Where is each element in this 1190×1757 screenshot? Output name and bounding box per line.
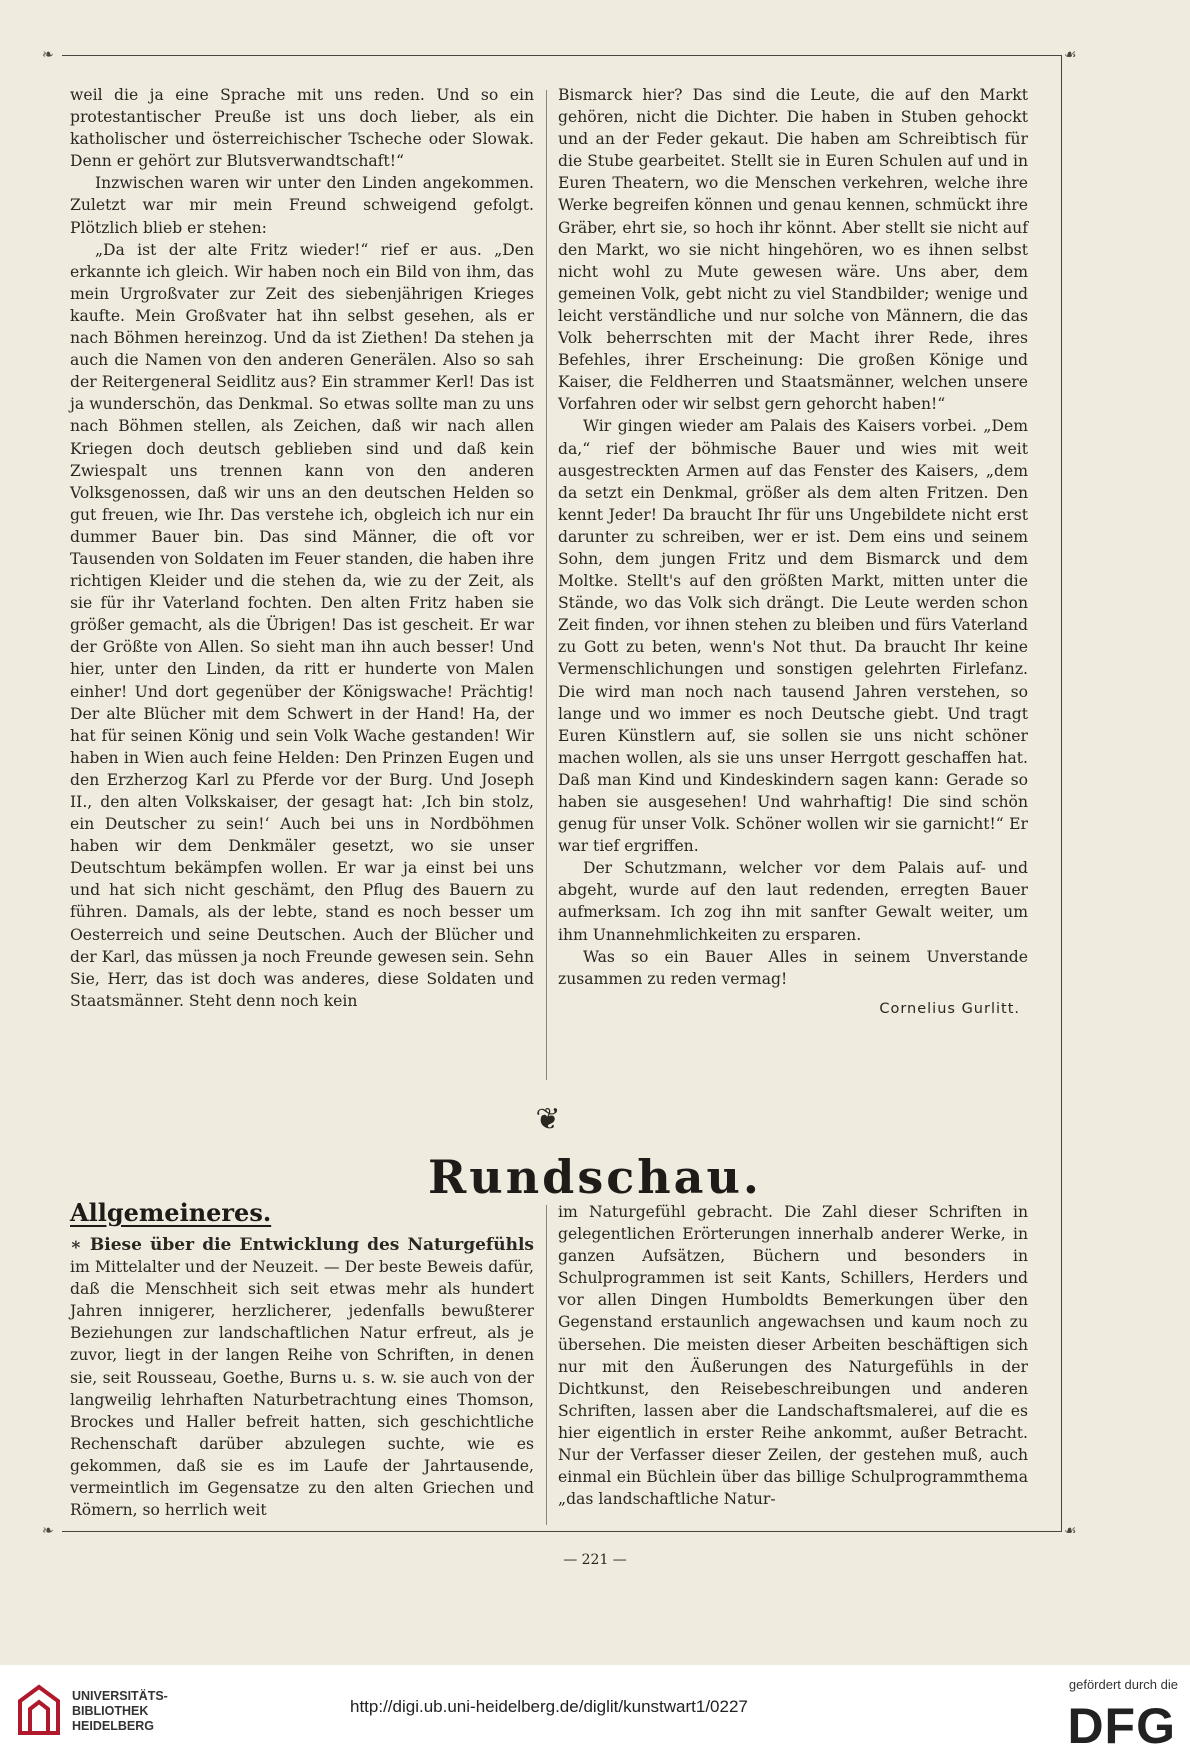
article-paragraph: weil die ja eine Sprache mit uns reden. Und so ein protestantischer Preuße ist uns doch lieber, als ein katholischer und österreichischer Tscheche oder Slowak. Denn er gehört zur Blutsverwandtschaft!“ xyxy=(70,86,534,171)
page-number: — 221 — xyxy=(563,1552,627,1568)
bottom-border-rule xyxy=(62,1531,1062,1532)
column-divider-bottom xyxy=(546,1205,547,1525)
dfg-logo: DFG xyxy=(1067,1698,1176,1754)
review-text: im Mittelalter und der Neuzeit. — Der beste Beweis dafür, daß die Menschheit sich seit etwas mehr als hundert Jahren innigerer, herzlicherer, jedenfalls bewußterer Beziehungen zur landschaftlichen Natur erfreut, als je zuvor, liegt in der langen Reihe von Schriften, in denen sie, seit Rousseau, Goethe, Burns u. s. w. sie auch von der langweilig lehrhaften Naturbetrachtung eines Thomson, Brockes und Haller befreit hatten, sich geschichtliche Rechenschaft darüber abzulegen suchte, wie es gekommen, daß sie es im Laufe der Jahrtausende, vermeintlich im Gegensatze zu den alten Griechen und Römern, so herrlich weit xyxy=(70,1258,534,1520)
article-paragraph: „Da ist der alte Fritz wieder!“ rief er aus. „Den erkannte ich gleich. Wir haben noch ein Bild von ihm, das mein Urgroßvater zur Zeit des siebenjährigen Krieges kaufte. Mein Großvater hat ihn selbst gesehen, als er nach Böhmen hereinzog. Und da ist Ziethen! Da stehen ja auch die Namen von den anderen Generälen. Also so sah der Reitergeneral Seidlitz aus? Ein strammer Kerl! Das ist ja wunderschön, das Denkmal. So etwas sollte man zu uns nach Böhmen stellen, als Zeichen, daß wir nach allen Kriegen doch deutsch geblieben sind und daß kein Zwiespalt uns trennen kann von den anderen Volksgenossen, daß wir uns an den deutschen Helden so gut freuen, wie Ihr. Das verstehe ich, obgleich ich nur ein dummer Bauer bin. Das sind Männer, die oft vor Tausenden von Soldaten im Feuer standen, die haben ihre richtigen Kleider und die stehen da, wie zu der Zeit, als sie für ihr Vaterland fochten. Den alten Fritz haben sie größer gemacht, als die Übrigen! Das ist gescheit. Er war der Größte von Allen. So sieht man ihn auch besser! Und hier, unter den Linden, da ritt er hunderte von Malen einher! Und dort gegenüber der Königswache! Prächtig! Der alte Blücher mit dem Schwert in der Hand! Ha, der hat für seinen König und sein Volk Wache gestanden! Wir haben in Wien auch feine Helden: Den Prinzen Eugen und den Erzherzog Karl zu Pferde vor der Burg. Und Joseph II., den alten Volkskaiser, der gesagt hat: ‚Ich bin stolz, ein Deutscher zu sein!‘ Auch bei uns in Nordböhmen haben wir dem Denkmäler gesetzt, wo sie unser Deutschtum bekämpfen wollen. Er war ja einst bei uns und hat sich nicht geschämt, den Pflug des Bauern zu führen. Damals, als der lebte, stand es noch besser um Oesterreich und seine Deutschen. Auch der Blücher und der Karl, das müssen ja noch Freunde gewesen sein. Sehn Sie, Herr, das ist doch was anderes, diese Soldaten und Staatsmänner. Steht denn noch kein xyxy=(70,240,534,1010)
review-text: im Naturgefühl gebracht. Die Zahl dieser Schriften in gelegentlichen Erörterungen innerhalb anderer Werke, in ganzen Aufsätzen, Büchern und besonders in Schulprogrammen ist seit Kants, Schillers, Herders und vor allen Dingen Humboldts Bemerkungen über den Gegenstand erstaunlich angewachsen und kaum noch zu übersehen. Die meisten dieser Arbeiten beschäftigen sich nur mit den Äußerungen des Naturgefühls in der Dichtkunst, den Reisebeschreibungen und anderen Schriften, lassen aber die Landschaftsmalerei, auf die es hier eigentlich in erster Reihe ankommt, außer Betracht. Nur der Verfasser dieser Zeilen, der gestehen muß, auch einmal ein Büchlein über das billige Schulprogrammthema „das landschaftliche Natur- xyxy=(558,1203,1028,1509)
article-column-right xyxy=(558,84,1028,1020)
rundschau-column-left xyxy=(70,1234,534,1521)
library-name: UNIVERSITÄTS- BIBLIOTHEK HEIDELBERG xyxy=(72,1689,168,1733)
article-paragraph: Der Schutzmann, welcher vor dem Palais auf- und abgeht, wurde auf den laut redenden, erregten Bauer aufmerksam. Ich zog ihn mit sanfter Gewalt weiter, um ihm Unannehmlichkeiten zu ersparen. xyxy=(558,859,1028,944)
article-paragraph: Bismarck hier? Das sind die Leute, die auf den Markt gehören, nicht die Dichter. Die haben in Stuben gehockt und an der Feder gekaut. Die haben am Schreibtisch für die Stube gearbeitet. Stellt sie in Euren Schulen auf und in Euren Theatern, wo die Menschen verkehren, welche ihre Werke begreifen können und genau kennen, schmückt ihre Gräber, ehrt sie, so hoch ihr könnt. Aber stellt sie nicht auf den Markt, wo sie nicht hingehören, wo es ihnen selbst nicht wohl zu Mute gewesen wäre. Uns aber, dem gemeinen Volk, gebt nicht zu viel Standbilder; wenige und leicht verständliche und nur solche von Männern, die das Volk beherrschten mit der Macht ihrer Rede, ihres Befehles, ihrer Erscheinung: Die großen Könige und Kaiser, die Feldherren und Staatsmänner, welchen unsere Vorfahren oder wir selbst gern gehorcht haben!“ xyxy=(558,86,1028,414)
top-left-ornament-icon: ❧ xyxy=(42,47,54,63)
funded-by-label: gefördert durch die xyxy=(1068,1677,1178,1692)
top-right-ornament-icon: ☙ xyxy=(1064,47,1077,63)
digitization-footer xyxy=(0,1665,1190,1757)
right-border-rule xyxy=(1061,56,1062,1531)
top-border-rule xyxy=(62,55,1062,56)
rundschau-column-right xyxy=(558,1201,1028,1510)
fleuron-ornament-icon: ❦ xyxy=(535,1102,561,1137)
heidelberg-library-logo-icon xyxy=(14,1683,64,1739)
review-lead-title: ∗ Biese über die Entwicklung des Naturgefühls xyxy=(70,1235,534,1255)
section-title: Rundschau. xyxy=(428,1150,762,1204)
digitization-url[interactable]: http://digi.ub.uni-heidelberg.de/diglit/kunstwart1/0227 xyxy=(350,1697,748,1716)
bottom-left-ornament-icon: ❧ xyxy=(42,1523,54,1539)
bottom-right-ornament-icon: ☙ xyxy=(1064,1523,1077,1539)
sub-heading: Allgemeineres. xyxy=(70,1198,272,1227)
article-paragraph: Was so ein Bauer Alles in seinem Unverstande zusammen zu reden vermag! xyxy=(558,947,1028,988)
article-paragraph: Inzwischen waren wir unter den Linden angekommen. Zuletzt war mir mein Freund schweigend gefolgt. Plötzlich blieb er stehen: xyxy=(70,174,534,237)
article-column-left xyxy=(70,84,534,1012)
column-divider-top xyxy=(546,90,547,1080)
article-paragraph: Wir gingen wieder am Palais des Kaisers vorbei. „Dem da,“ rief der böhmische Bauer und wies mit weit ausgestreckten Armen auf das Fenster des Kaisers, „dem da setzt ein Denkmal, größer als dem alten Fritzen. Den kennt Jeder! Da braucht Ihr für uns Ungebildete nicht erst darunter zu schreiben, wer er ist. Dem eins und seinem Sohn, dem jungen Fritz und dem Bismarck und dem Moltke. Stellt's auf den größten Markt, mitten unter die Stände, wo das Volk sich drängt. Die Leute werden schon Zeit finden, vor ihnen stehen zu bleiben und fürs Vaterland zu Gott zu beten, wenn's Not thut. Da braucht Ihr keine Vermenschlichungen und sonstigen gelehrten Firlefanz. Die wird man noch nach tausend Jahren verstehen, so lange und wo immer es noch Deutsche giebt. Und tragt Euren Künstlern auf, sie sollen sie uns nicht schöner machen wollen, als sie uns unser Herrgott geschaffen hat. Daß man Kind und Kindeskindern sagen kann: Gerade so haben sie ausgesehen! Und wahrhaftig! Die sind schön genug für unser Volk. Schöner wollen wir sie garnicht!“ Er war tief ergriffen. xyxy=(558,417,1028,856)
author-signature: Cornelius Gurlitt. xyxy=(879,1000,1020,1017)
